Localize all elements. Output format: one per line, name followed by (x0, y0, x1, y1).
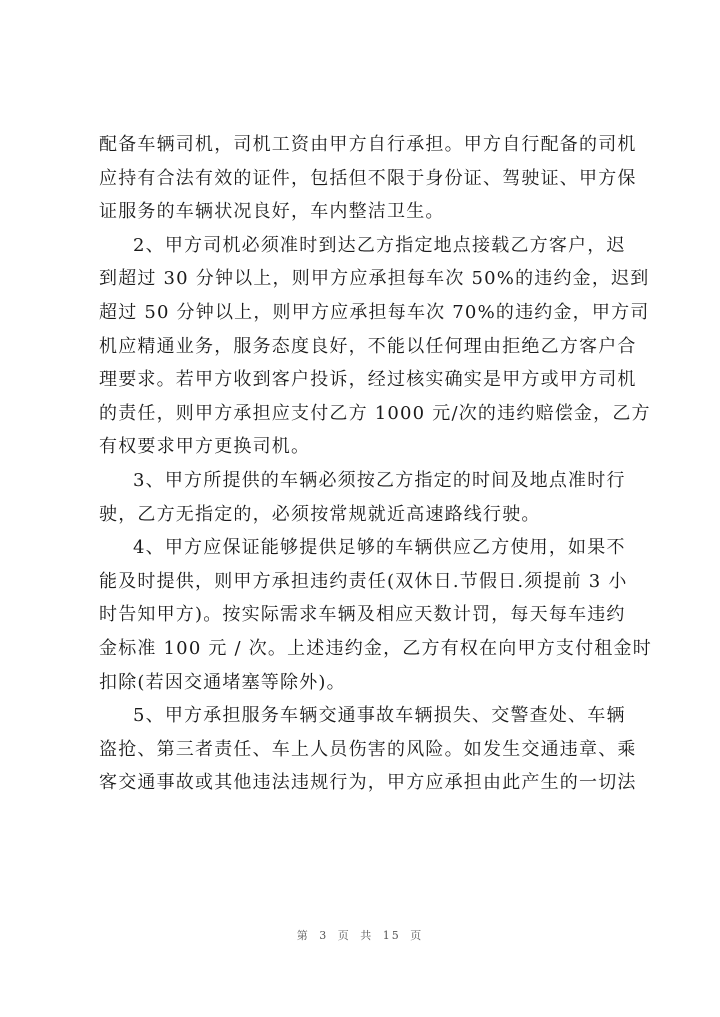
body-line: 配备车辆司机，司机工资由甲方自行承担。甲方自行配备的司机 (99, 134, 637, 155)
body-line: 客交通事故或其他违法违规行为，甲方应承担由此产生的一切法 (99, 772, 637, 794)
body-line: 应持有合法有效的证件，包括但不限于身份证、驾驶证、甲方保 (99, 167, 637, 189)
body-line: 证服务的车辆状况良好，车内整洁卫生。 (99, 201, 445, 223)
body-line: 机应精通业务，服务态度良好，不能以任何理由拒绝乙方客户合 (99, 335, 637, 357)
paragraph-5-first-line: 5、甲方承担服务车辆交通事故车辆损失、交警查处、车辆 (133, 705, 626, 727)
paragraph-4-first-line: 4、甲方应保证能够提供足够的车辆供应乙方使用，如果不 (133, 537, 626, 559)
body-line: 时告知甲方)。按实际需求车辆及相应天数计罚，每天每车违约 (99, 604, 626, 626)
page-number-footer: 第 3 页 共 15 页 (296, 929, 424, 942)
body-line: 驶，乙方无指定的，必须按常规就近高速路线行驶。 (99, 503, 541, 525)
paragraph-2-first-line: 2、甲方司机必须准时到达乙方指定地点接载乙方客户，迟 (133, 234, 626, 256)
body-line: 理要求。若甲方收到客户投诉，经过核实确实是甲方或甲方司机 (99, 369, 637, 391)
body-line: 扣除(若因交通堵塞等除外)。 (99, 671, 346, 693)
body-line: 的责任，则甲方承担应支付乙方 1000 元/次的违约赔偿金，乙方 (99, 402, 651, 424)
body-line: 能及时提供，则甲方承担违约责任(双休日.节假日.须提前 3 小 (99, 570, 628, 592)
body-line: 盗抢、第三者责任、车上人员伤害的风险。如发生交通违章、乘 (99, 738, 637, 760)
body-line: 到超过 30 分钟以上，则甲方应承担每车次 50%的违约金，迟到 (99, 268, 650, 290)
body-line: 超过 50 分钟以上，则甲方应承担每车次 70%的违约金，甲方司 (99, 301, 650, 323)
paragraph-3-first-line: 3、甲方所提供的车辆必须按乙方指定的时间及地点准时行 (133, 469, 626, 491)
body-line: 金标准 100 元 / 次。上述违约金，乙方有权在向甲方支付租金时 (99, 637, 652, 659)
document-body (99, 128, 652, 800)
body-line: 有权要求甲方更换司机。 (99, 436, 311, 458)
